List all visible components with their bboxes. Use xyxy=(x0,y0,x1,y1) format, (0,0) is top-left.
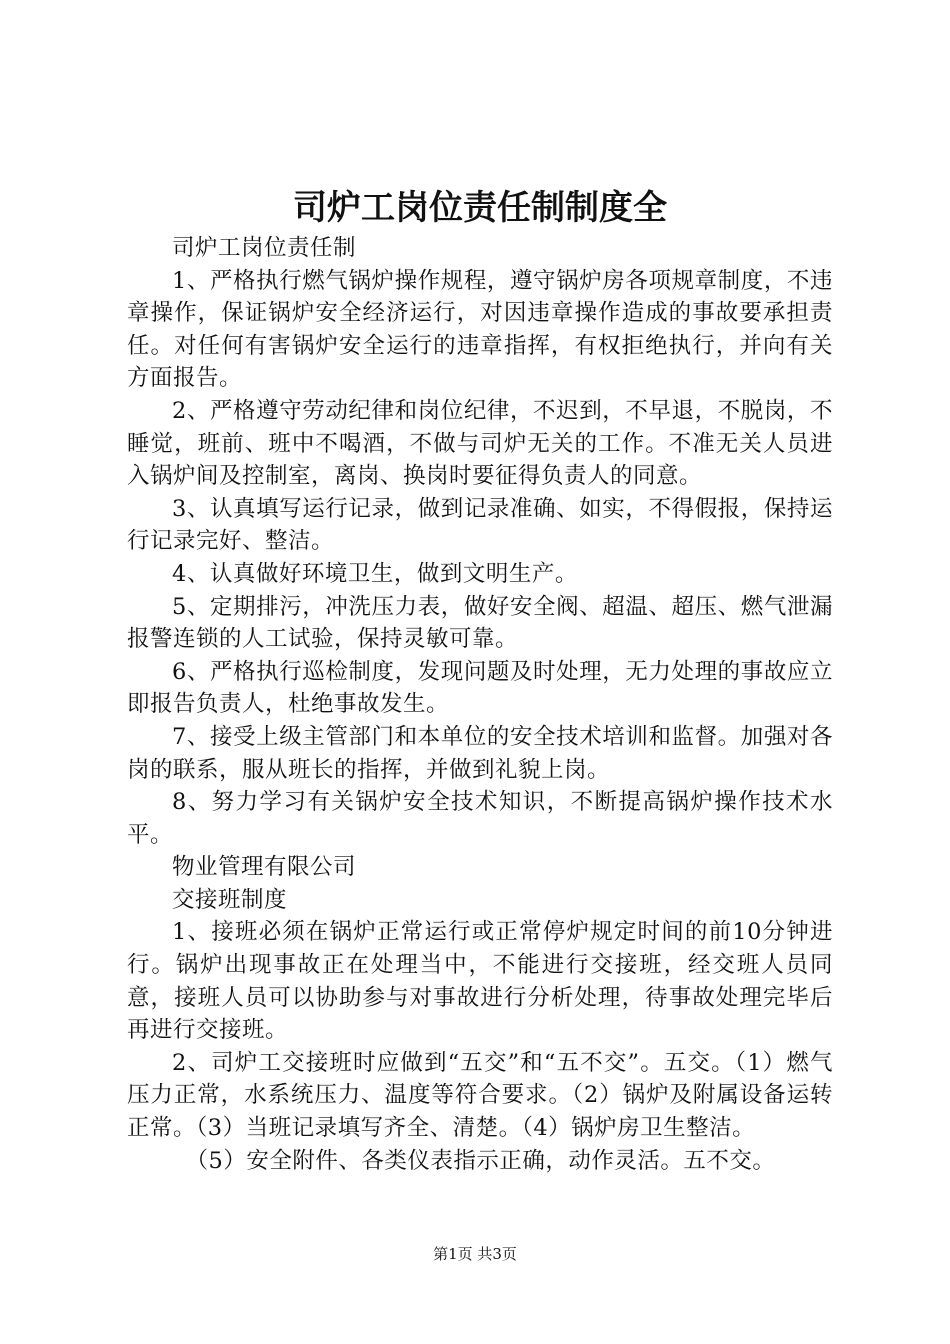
paragraph: 1、严格执行燃气锅炉操作规程，遵守锅炉房各项规章制度，不违章操作，保证锅炉安全经济运行，对因违章操作造成的事故要承担责任。对任何有害锅炉安全运行的违章指挥，有权拒绝执行，并向有关方面报告。 xyxy=(127,267,833,392)
section-heading: 司炉工岗位责任制 xyxy=(172,235,357,261)
paragraph: 8、努力学习有关锅炉安全技术知识，不断提高锅炉操作技术水平。 xyxy=(127,789,833,848)
paragraph: 1、接班必须在锅炉正常运行或正常停炉规定时间的前10分钟进行。锅炉出现事故正在处理当中，不能进行交接班，经交班人员同意，接班人员可以协助参与对事故进行分析处理，待事故处理完毕后再进行交接班。 xyxy=(127,919,833,1044)
page-number: 第1页 共3页 xyxy=(433,1245,517,1263)
section-heading: 交接班制度 xyxy=(172,886,288,913)
document-title: 司炉工岗位责任制制度全 xyxy=(293,188,667,228)
paragraph: 4、认真做好环境卫生，做到文明生产。 xyxy=(172,560,578,587)
paragraph: 6、严格执行巡检制度，发现问题及时处理，无力处理的事故应立即报告负责人，杜绝事故发生。 xyxy=(127,658,833,718)
paragraph: 3、认真填写运行记录，做到记录准确、如实，不得假报，保持运行记录完好、整洁。 xyxy=(127,495,833,555)
paragraph: 2、严格遵守劳动纪律和岗位纪律，不迟到，不早退，不脱岗，不睡觉，班前、班中不喝酒，不做与司炉无关的工作。不准无关人员进入锅炉间及控制室，离岗、换岗时要征得负责人的同意。 xyxy=(127,397,833,490)
paragraph: （5）安全附件、各类仪表指示正确，动作灵活。五不交。 xyxy=(185,1147,776,1174)
paragraph: 7、接受上级主管部门和本单位的安全技术培训和监督。加强对各岗的联系，服从班长的指挥，并做到礼貌上岗。 xyxy=(127,723,833,783)
document-body xyxy=(127,232,833,1177)
paragraph: 2、司炉工交接班时应做到“五交”和“五不交”。五交。（1）燃气压力正常，水系统压力、温度等符合要求。（2）锅炉及附属设备运转正常。（3）当班记录填写齐全、清楚。（4）锅炉房卫生整洁。 xyxy=(127,1049,833,1142)
document-page xyxy=(127,0,833,1344)
paragraph: 5、定期排污，冲洗压力表，做好安全阀、超温、超压、燃气泄漏报警连锁的人工试验，保持灵敏可靠。 xyxy=(127,593,833,653)
company-name: 物业管理有限公司 xyxy=(172,854,357,881)
